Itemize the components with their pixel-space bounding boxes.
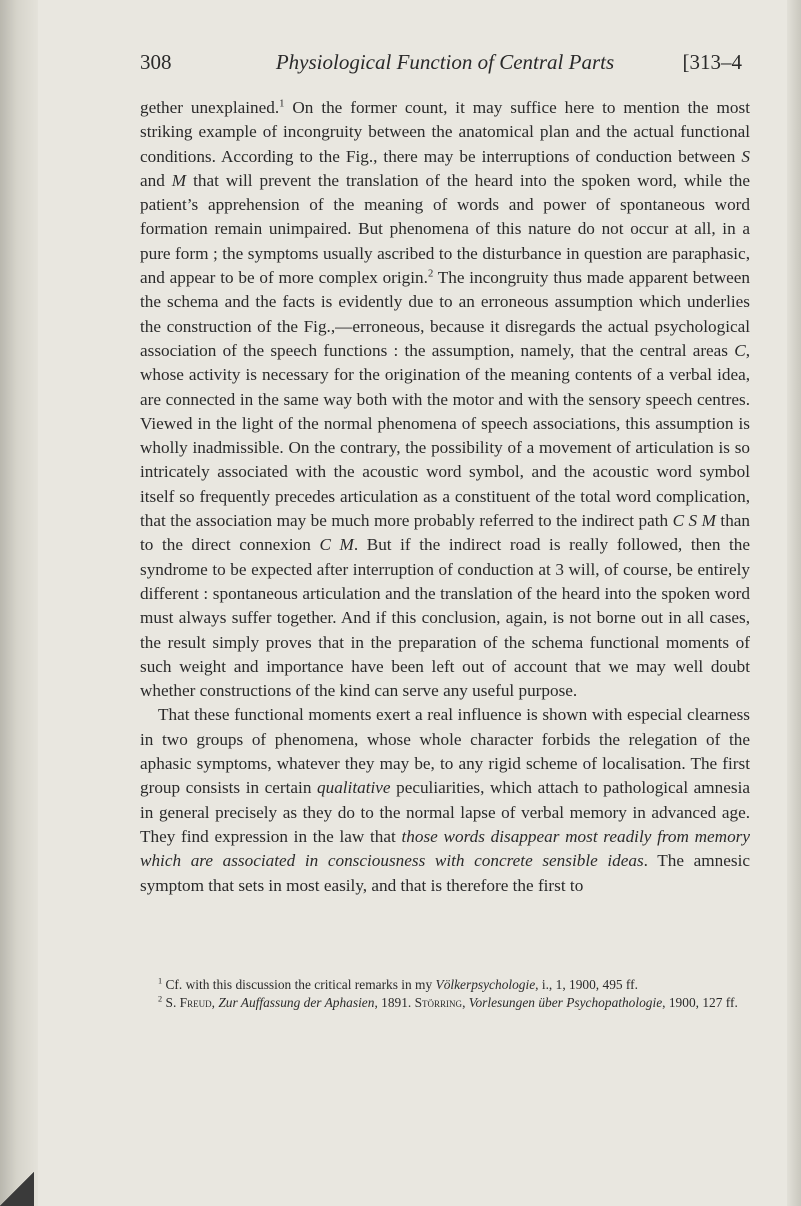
page-corner-mark <box>0 1172 34 1206</box>
text-run: than to the direct connexion <box>140 511 751 555</box>
author-name: Störring <box>414 995 463 1010</box>
italic-text: Zur Auffassung der Aphasien <box>218 995 375 1010</box>
text-run: that will prevent the translation of the heard into the spoken word, while the patient’s apprehension of the meaning of words and power of spontaneous word formation remain unimpaired. But phenomena of this nature do not occur at all, in a pure form ; the symptoms usually ascribed to the disturbance in question are paraphasic, and appear to be of more complex origin. <box>140 170 750 288</box>
section-reference: [313–4 <box>682 50 742 74</box>
text-run: gether unexplained. <box>140 98 280 117</box>
text-run: , whose activity is necessary for the origination of the meaning contents of a verbal idea, are connected in the same way both with the motor and with the sensory speech centres. Viewed in the light of the normal phenomena of speech associations, this assumption is wholly inadmissible. On the contrary, the possibility of a movement of articulation is so intricately associated with the acoustic word symbol, and the acoustic word symbol itself so frequently precedes articulation as a constituent of the total word complication, that the association may be much more probably referred to the indirect path <box>140 340 750 531</box>
text-run: peculiarities, which attach to pathological amnesia in general precisely as they do to the normal lapse of verbal memory in advanced age. They find expression in the law that <box>140 778 750 846</box>
footnote <box>140 994 750 1012</box>
author-name: Freud <box>179 995 212 1010</box>
footnote-marker: 2 <box>158 994 163 1004</box>
text-run: That these functional moments exert a real influence is shown with especial clearness in two groups of phenomena, whose whole character forbids the relegation of the aphasic symptoms, whatever they may be, to any rigid scheme of localisation. The first group consists in certain <box>140 705 750 798</box>
italic-text: Vorlesungen über Psychopathologie <box>468 995 663 1010</box>
text-run: , <box>462 995 469 1010</box>
footnote-marker: 1 <box>158 976 163 986</box>
italic-text: M <box>171 170 187 190</box>
text-run: . The amnesic symptom that sets in most easily, and that is therefore the first to <box>140 851 750 895</box>
page-edge-right <box>787 0 801 1206</box>
paragraph <box>140 703 750 897</box>
text-run: On the former count, it may suffice here to mention the most striking example of incongruity between the anatomical plan and the actual functional conditions. According to the Fig., there may be interruptions of conduction between <box>140 98 750 166</box>
page-edge-left <box>0 0 38 1206</box>
italic-text: C S M <box>672 511 716 531</box>
italic-text: C M <box>319 535 354 555</box>
text-run: . But if the indirect road is really followed, then the syndrome to be expected after interruption of conduction at 3 will, of course, be entirely different : spontaneous articulation and the translation of the heard into the spoken word must always suffer together. And if this conclusion, again, is not borne out in all cases, the result simply proves that in the preparation of the schema functional moments of such weight and importance have been left out of account that we may well doubt whether constructions of the kind can serve any useful purpose. <box>140 535 751 701</box>
italic-text: those words disappear most readily from memory which are associated in consciousness with concrete sensible ideas <box>140 826 750 871</box>
body-text <box>140 96 750 898</box>
text-run: Cf. with this discussion the critical remarks in my <box>162 977 436 992</box>
footnote <box>140 976 750 994</box>
text-run: , 1891. <box>374 995 415 1010</box>
paragraph <box>140 96 750 703</box>
italic-text: qualitative <box>317 778 391 798</box>
running-title: Physiological Function of Central Parts <box>275 50 615 74</box>
italic-text: S <box>741 146 750 166</box>
italic-text: C <box>734 340 746 360</box>
text-run: S. <box>162 995 180 1010</box>
text-run: , 1900, 127 ff. <box>662 995 738 1010</box>
text-run: The incongruity thus made apparent between the schema and the facts is evidently due to an erroneous assumption which underlies the construction of the Fig.,—erroneous, because it disregards the actual psychological association of the speech functions : the assumption, namely, that the central areas <box>140 268 751 360</box>
text-run: , <box>211 995 219 1010</box>
text-run: , i., 1, 1900, 495 ff. <box>535 977 638 992</box>
footnote-marker: 2 <box>427 268 434 280</box>
text-run: and <box>140 170 172 190</box>
footnotes <box>140 976 750 1012</box>
running-header <box>140 50 750 86</box>
italic-text: Völkerpsychologie <box>435 977 536 992</box>
footnote-marker: 1 <box>279 98 285 110</box>
page-number: 308 <box>140 50 172 74</box>
